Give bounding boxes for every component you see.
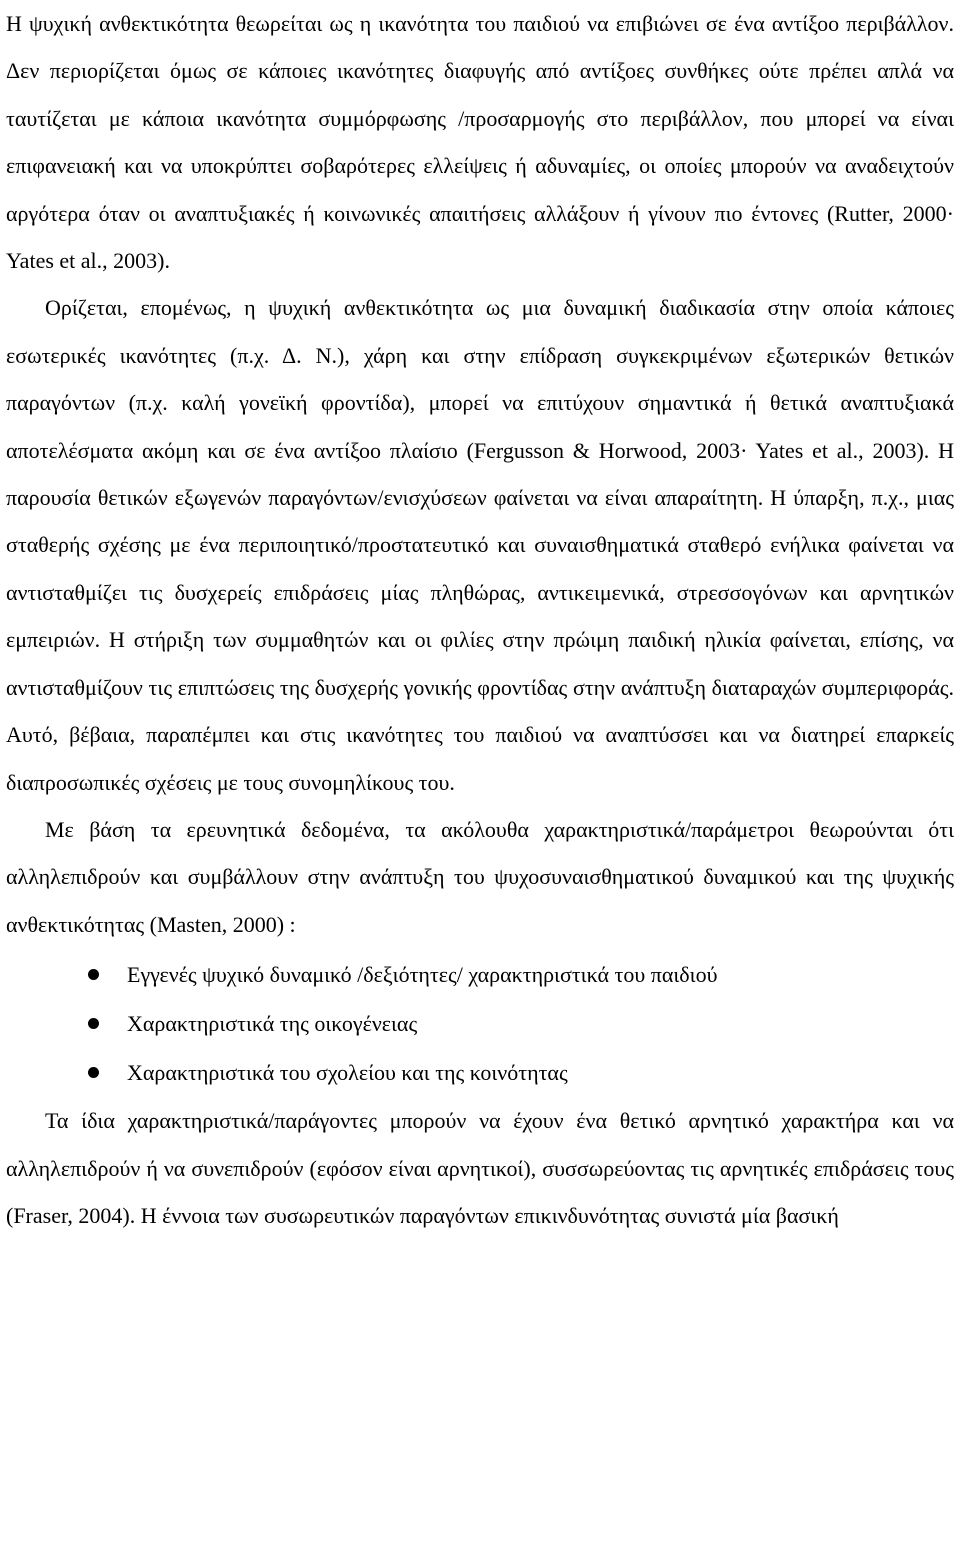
- list-item: [6, 950, 954, 999]
- bullet-icon: [88, 1067, 99, 1078]
- paragraph-cumulative-factors: Τα ίδια χαρακτηριστικά/παράγοντες μπορούν να έχουν ένα θετικό αρνητικό χαρακτήρα και να αλληλεπιδρούν ή να συνεπιδρούν (εφόσον είναι αρνητικοί), συσσωρεύοντας τις αρνητικές επιδράσεις τους (Fraser, 2004). Η έννοια των συσωρευτικών παραγόντων επικινδυνότητας συνιστά μία βασική: [6, 1108, 954, 1228]
- list-item: [6, 1048, 954, 1097]
- paragraph-dynamic-process: Ορίζεται, επομένως, η ψυχική ανθεκτικότητα ως μια δυναμική διαδικασία στην οποία κάποιες εσωτερικές ικανότητες (π.χ. Δ. Ν.), χάρη και στην επίδραση συγκεκριμένων εξωτερικών θετικών παραγόντων (π.χ. καλή γονεϊκή φροντίδα), μπορεί να επιτύχουν σημαντικά ή θετικά αναπτυξιακά αποτελέσματα ακόμη και σε ένα αντίξοο πλαίσιο (Fergusson & Horwood, 2003· Yates et al., 2003). Η παρουσία θετικών εξωγενών παραγόντων/ενισχύσεων φαίνεται να είναι απαραίτητη. Η ύπαρξη, π.χ., μιας σταθερής σχέσης με ένα περιποιητικό/προστατευτικό και συναισθηματικά σταθερό ενήλικα φαίνεται να αντισταθμίζει τις δυσχερείς επιδράσεις μίας πληθώρας, αντικειμενικά, στρεσσογόνων και αρνητικών εμπειριών. Η στήριξη των συμμαθητών και οι φιλίες στην πρώιμη παιδική ηλικία φαίνεται, επίσης, να αντισταθμίζουν τις επιπτώσεις της δυσχερής γονικής φροντίδας στην ανάπτυξη διαταραχών συμπεριφοράς. Αυτό, βέβαια, παραπέμπει και στις ικανότητες του παιδιού να αναπτύσσει και να διατηρεί επαρκείς διαπροσωπικές σχέσεις με τους συνομηλίκους του.: [6, 295, 954, 795]
- list-item-text: Χαρακτηριστικά της οικογένειας: [127, 1011, 418, 1037]
- list-item-text: Χαρακτηριστικά του σχολείου και της κοινότητας: [127, 1060, 568, 1086]
- list-item: [6, 999, 954, 1048]
- bullet-icon: [88, 1018, 99, 1029]
- parameters-list: [6, 950, 954, 1097]
- list-item-text: Εγγενές ψυχικό δυναμικό /δεξιότητες/ χαρακτηριστικά του παιδιού: [127, 962, 718, 988]
- bullet-icon: [88, 969, 99, 980]
- document-page: [6, 0, 954, 1239]
- paragraph-resilience-definition: Η ψυχική ανθεκτικότητα θεωρείται ως η ικανότητα του παιδιού να επιβιώνει σε ένα αντίξοο περιβάλλον. Δεν περιορίζεται όμως σε κάποιες ικανότητες διαφυγής από αντίξοες συνθήκες ούτε πρέπει απλά να ταυτίζεται με κάποια ικανότητα συμμόρφωσης /προσαρμογής στο περιβάλλον, που μπορεί να είναι επιφανειακή και να υποκρύπτει σοβαρότερες ελλείψεις ή αδυναμίες, οι οποίες μπορούν να αναδειχτούν αργότερα όταν οι αναπτυξιακές ή κοινωνικές απαιτήσεις αλλάξουν ή γίνουν πιο έντονες (Rutter, 2000· Yates et al., 2003).: [6, 11, 954, 274]
- paragraph-parameters-intro: Με βάση τα ερευνητικά δεδομένα, τα ακόλουθα χαρακτηριστικά/παράμετροι θεωρούνται ότι αλληλεπιδρούν και συμβάλλουν στην ανάπτυξη του ψυχοσυναισθηματικού δυναμικού και της ψυχικής ανθεκτικότητας (Masten, 2000) :: [6, 816, 954, 937]
